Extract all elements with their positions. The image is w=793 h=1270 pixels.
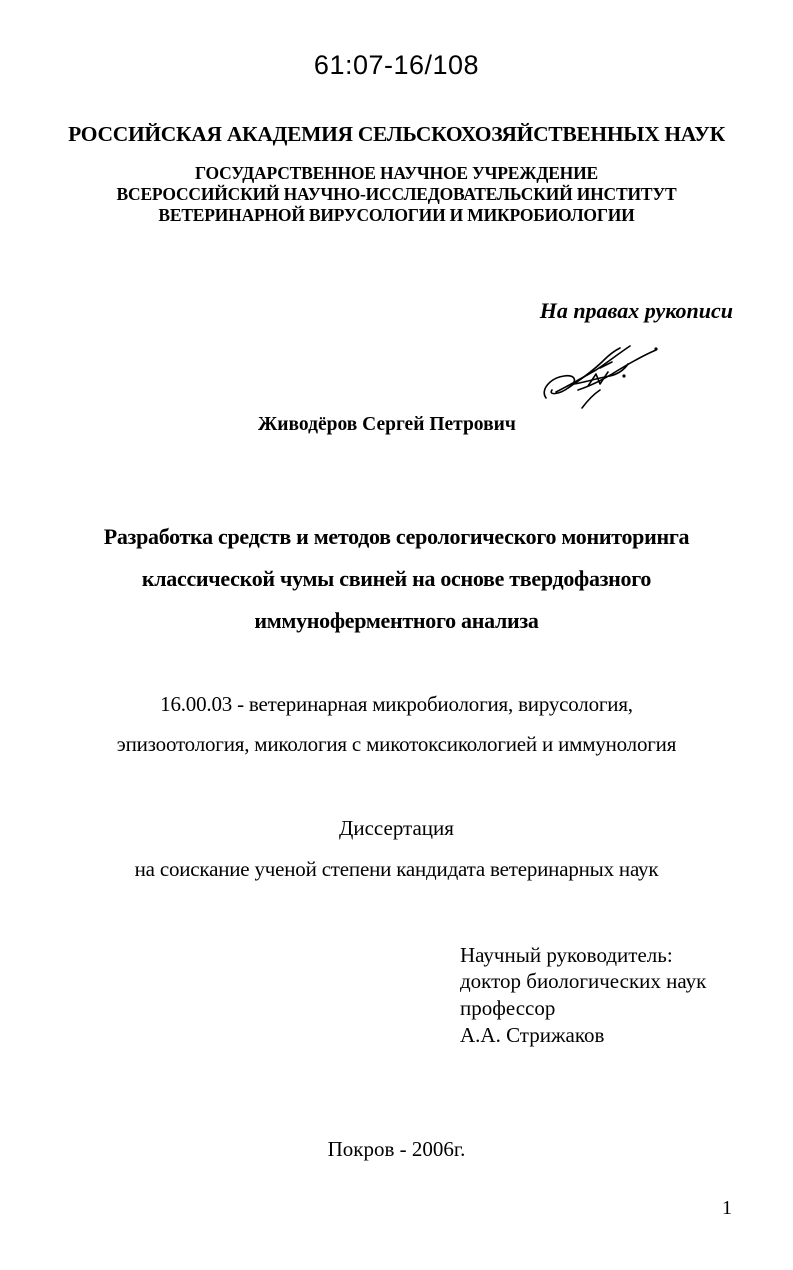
supervisor-degree: доктор биологических наук xyxy=(460,969,707,993)
author-name: Живодёров Сергей Петрович xyxy=(258,414,516,435)
supervisor-rank: профессор xyxy=(460,996,556,1020)
page-number: 1 xyxy=(722,1197,732,1219)
thesis-title-line: классической чумы свиней на основе твердофазного xyxy=(141,566,652,591)
place-year: Покров - 2006г. xyxy=(327,1137,466,1161)
institution-line: ГОСУДАРСТВЕННОЕ НАУЧНОЕ УЧРЕЖДЕНИЕ xyxy=(195,163,598,183)
specialty-line: 16.00.03 - ветеринарная микробиология, вирусология, xyxy=(160,692,633,716)
document-type: Диссертация xyxy=(339,816,454,840)
rights-note: На правах рукописи xyxy=(539,298,733,323)
degree-line: на соискание ученой степени кандидата ветеринарных наук xyxy=(134,857,659,881)
thesis-title-line: Разработка средств и методов серологического мониторинга xyxy=(103,524,690,549)
signature-icon xyxy=(538,340,663,410)
institution-line: ВЕТЕРИНАРНОЙ ВИРУСОЛОГИИ И МИКРОБИОЛОГИИ xyxy=(158,205,635,225)
supervisor-name: А.А. Стрижаков xyxy=(460,1023,605,1047)
thesis-title-line: иммуноферментного анализа xyxy=(254,608,539,633)
specialty-line: эпизоотология, микология с микотоксикологией и иммунология xyxy=(116,732,677,756)
catalog-number: 61:07-16/108 xyxy=(313,50,480,80)
supervisor-label: Научный руководитель: xyxy=(460,943,673,967)
institution-line: ВСЕРОССИЙСКИЙ НАУЧНО-ИССЛЕДОВАТЕЛЬСКИЙ ИНСТИТУТ xyxy=(116,184,677,204)
academy-name: РОССИЙСКАЯ АКАДЕМИЯ СЕЛЬСКОХОЗЯЙСТВЕННЫХ НАУК xyxy=(68,122,725,146)
